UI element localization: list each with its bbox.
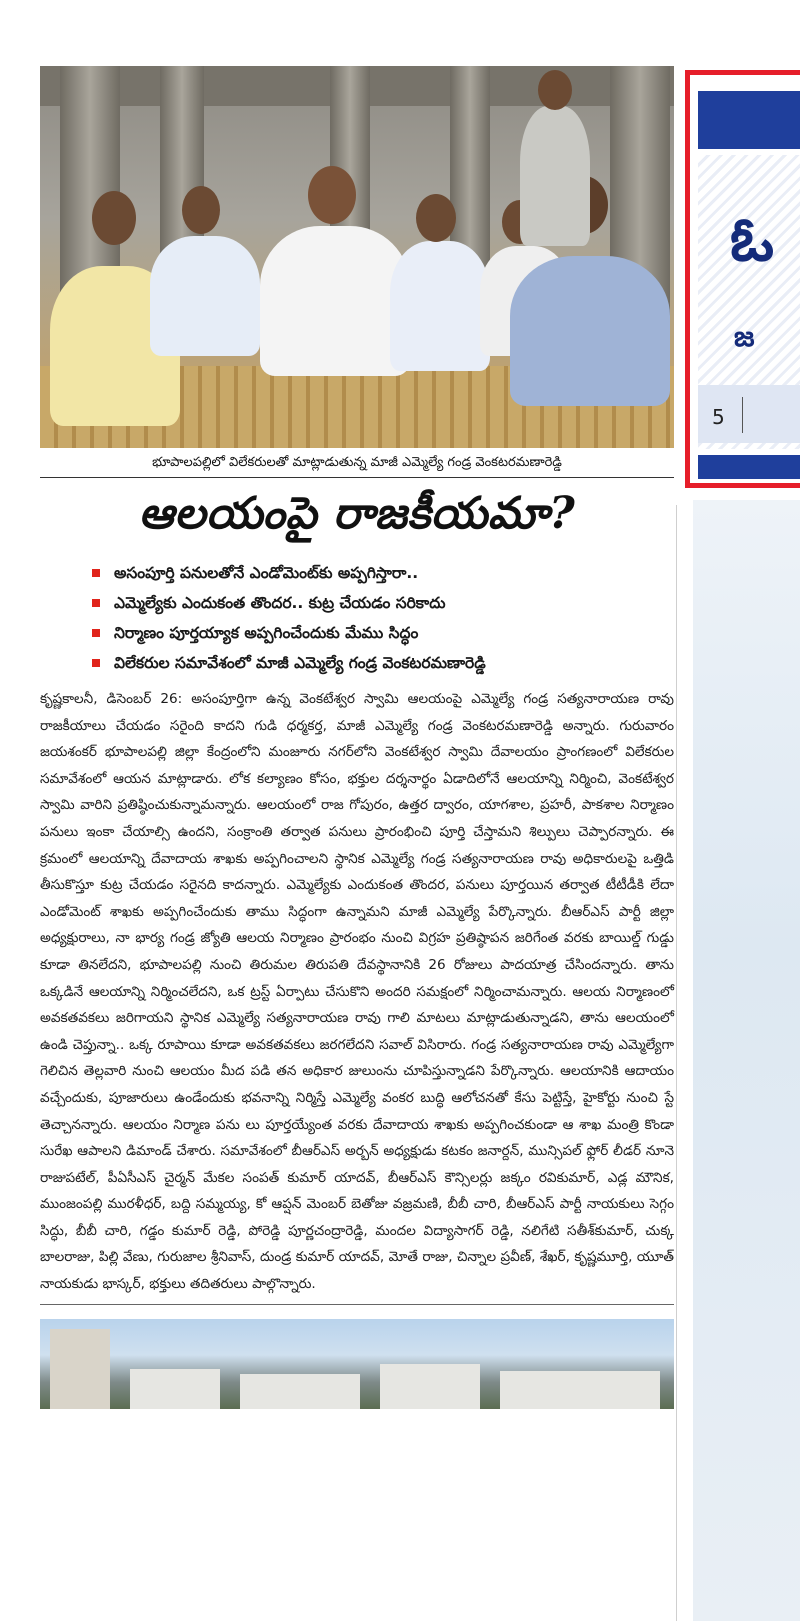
bullet-square-icon xyxy=(92,629,100,637)
promo-number: 5 xyxy=(712,405,725,429)
bullet-item: నిర్మాణం పూర్తయ్యాక అప్పగించేందుకు మేము సిద్ధం xyxy=(92,618,674,648)
press-meet-photo xyxy=(40,66,674,448)
bullet-item: ఎమ్మెల్యేకు ఎందుకంత తొందర.. కుట్ర చేయడం సరికాదు xyxy=(92,588,674,618)
bullet-item: విలేకరుల సమావేశంలో మాజీ ఎమ్మెల్యే గండ్ర వెంకటరమణారెడ్డి xyxy=(92,648,674,678)
headline: ఆలయంపై రాజకీయమా? xyxy=(138,488,576,539)
summary-bullets xyxy=(92,558,674,678)
side-column xyxy=(685,0,800,1621)
promo-small-glyph: జ xyxy=(734,320,755,353)
news-article xyxy=(40,66,674,1409)
bullet-square-icon xyxy=(92,599,100,607)
city-photo xyxy=(40,1319,674,1409)
article-body: కృష్ణకాలనీ, డిసెంబర్ 26: అసంపూర్తిగా ఉన్న వెంకటేశ్వర స్వామి ఆలయంపై ఎమ్మెల్యే గండ్ర సత్యనారాయణ రావు రాజకీయాలు చేయడం సరైంది కాదని గుడి ధర్మకర్త, మాజీ ఎమ్మెల్యే గండ్ర వెంకటరమణారెడ్డి అన్నారు. గురువారం జయశంకర్ భూపాలపల్లి జిల్లా కేంద్రంలోని మంజూరు నగర్‌లోని వెంకటేశ్వర స్వామి దేవాలయం ప్రాంగణంలో విలేకరుల సమావేశంలో ఆయన మాట్లాడారు. లోక కల్యాణం కోసం, భక్తుల దర్శనార్థం ఏడాదిలోనే ఆలయాన్ని నిర్మించి, వెంకటేశ్వర స్వామి వారిని ప్రతిష్ఠించుకున్నామన్నారు. ఆలయంలో రాజ గోపురం, ఉత్తర ద్వారం, యాగశాల, ప్రహరీ, పాకశాల నిర్మాణం పనులు ఇంకా చేయాల్సి ఉందని, సంక్రాంతి తర్వాత పనులు ప్రారంభించి పూర్తి చేస్తామని శిల్పులు చెప్పారన్నారు. ఈ క్రమంలో ఆలయాన్ని దేవాదాయ శాఖకు అప్పగించాలని స్థానిక ఎమ్మెల్యే గండ్ర సత్యనారాయణ రావు అధికారులపై ఒత్తిడి తీసుకొస్తూ కుట్ర చేయడం సరైనది కాదన్నారు. ఎమ్మెల్యేకు ఎందుకంత తొందర, పనులు పూర్తయిన తర్వాత టీటీడీకి లేదా ఎండోమెంట్ శాఖకు అప్పగించేందుకు తాము సిద్ధంగా ఉన్నామని మాజీ ఎమ్మెల్యే పేర్కొన్నారు. బీఆర్ఎస్ పార్టీ జిల్లా అధ్యక్షురాలు, నా భార్య గండ్ర జ్యోతి ఆలయ నిర్మాణం ప్రారంభం నుంచి విగ్రహ ప్రతిష్ఠాపన జరిగేంత వరకు బాయిల్డ్ గుడ్డు కూడా తినలేదని, భూపాలపల్లి నుంచి తిరుమల తిరుపతి దేవస్థానానికి 26 రోజులు పాదయాత్ర చేసిందన్నారు. తాను ఒక్కడినే ఆలయాన్ని నిర్మించలేదని, ఒక ట్రస్ట్ ఏర్పాటు చేసుకొని అందరి సమక్షంలో నిర్మించామన్నారు. ఆలయ నిర్మాణంలో అవకతవకలు జరిగాయని స్థానిక ఎమ్మెల్యే సత్యనారాయణ రావు గాలి మాటలు మాట్లాడుతున్నాడని, తాను ఆలయంలో ఉండి చెప్తున్నా.. ఒక్క రూపాయి కూడా అవకతవకలు జరగలేదని సవాల్ విసిరారు. గండ్ర సత్యనారాయణ రావు ఎమ్మెల్యేగా గెలిచిన తెల్లవారి నుంచి ఆలయం మీద పడి తన అధికార జులుంను చూపిస్తున్నాడని పేర్కొన్నారు. ఆలయానికి ఆదాయం వచ్చేందుకు, పూజారులు ఉండేందుకు భవనాన్ని నిర్మిస్తే ఎమ్మెల్యే వంకర బుద్ధి ఆలోచనతో కేసు పెట్టిస్తే, హైకోర్టు నుంచి స్టే తెచ్చానన్నారు. ఆలయం నిర్మాణ పను లు పూర్తయ్యేంత వరకు దేవాదాయ శాఖకు అప్పగించకుండా ఆ శాఖ మంత్రి కొండా సురేఖ ఆపాలని డిమాండ్ చేశారు. సమావేశంలో బీఆర్ఎస్ అర్బన్ అధ్యక్షుడు కటకం జనార్దన్, మున్సిపల్ ఫ్లోర్ లీడర్ నూనె రాజుపటేల్, పీఏసీఎస్ చైర్మన్ మేకల సంపత్ కుమార్ యాదవ్, బీఆర్ఎస్ కౌన్సిలర్లు జక్కం రవికుమార్, ఎడ్ల మౌనిక, ముంజంపల్లి మురళీధర్, బద్ది సమ్మయ్య, కో ఆప్షన్ మెంబర్ బెతోజు వజ్రమణి, బీబీ చారి, బీఆర్ఎస్ పార్టీ నాయకులు సెగ్గం సిద్ధు, బీబీ చారి, గడ్డం కుమార్ రెడ్డి, పోరెడ్డి పూర్ణచంద్రారెడ్డి, మందల విద్యాసాగర్ రెడ్డి, నలిగేటి సతీశ్‌కుమార్, చుక్క బాలరాజు, పిల్లి వేణు, గురుజాల శ్రీనివాస్, దుండ్ర కుమార్ యాదవ్, మోతే రాజు, చిన్నాల ప్రవీణ్, శేఖర్, కృష్ణమూర్తి, యూత్ నాయకుడు భాస్కర్, భక్తులు తదితరులు పాల్గొన్నారు. xyxy=(40,686,674,1305)
side-background xyxy=(693,500,800,1621)
photo-caption: భూపాలపల్లిలో విలేకరులతో మాట్లాడుతున్న మాజీ ఎమ్మెల్యే గండ్ర వెంకటరమణారెడ్డి xyxy=(40,448,674,478)
bullet-square-icon xyxy=(92,569,100,577)
promo-big-glyph: ఓ xyxy=(730,205,774,275)
bullet-item: అసంపూర్తి పనులతోనే ఎండోమెంట్‌కు అప్పగిస్తారా.. xyxy=(92,558,674,588)
side-promo-box xyxy=(685,70,800,488)
column-divider xyxy=(676,505,677,1621)
bullet-square-icon xyxy=(92,659,100,667)
